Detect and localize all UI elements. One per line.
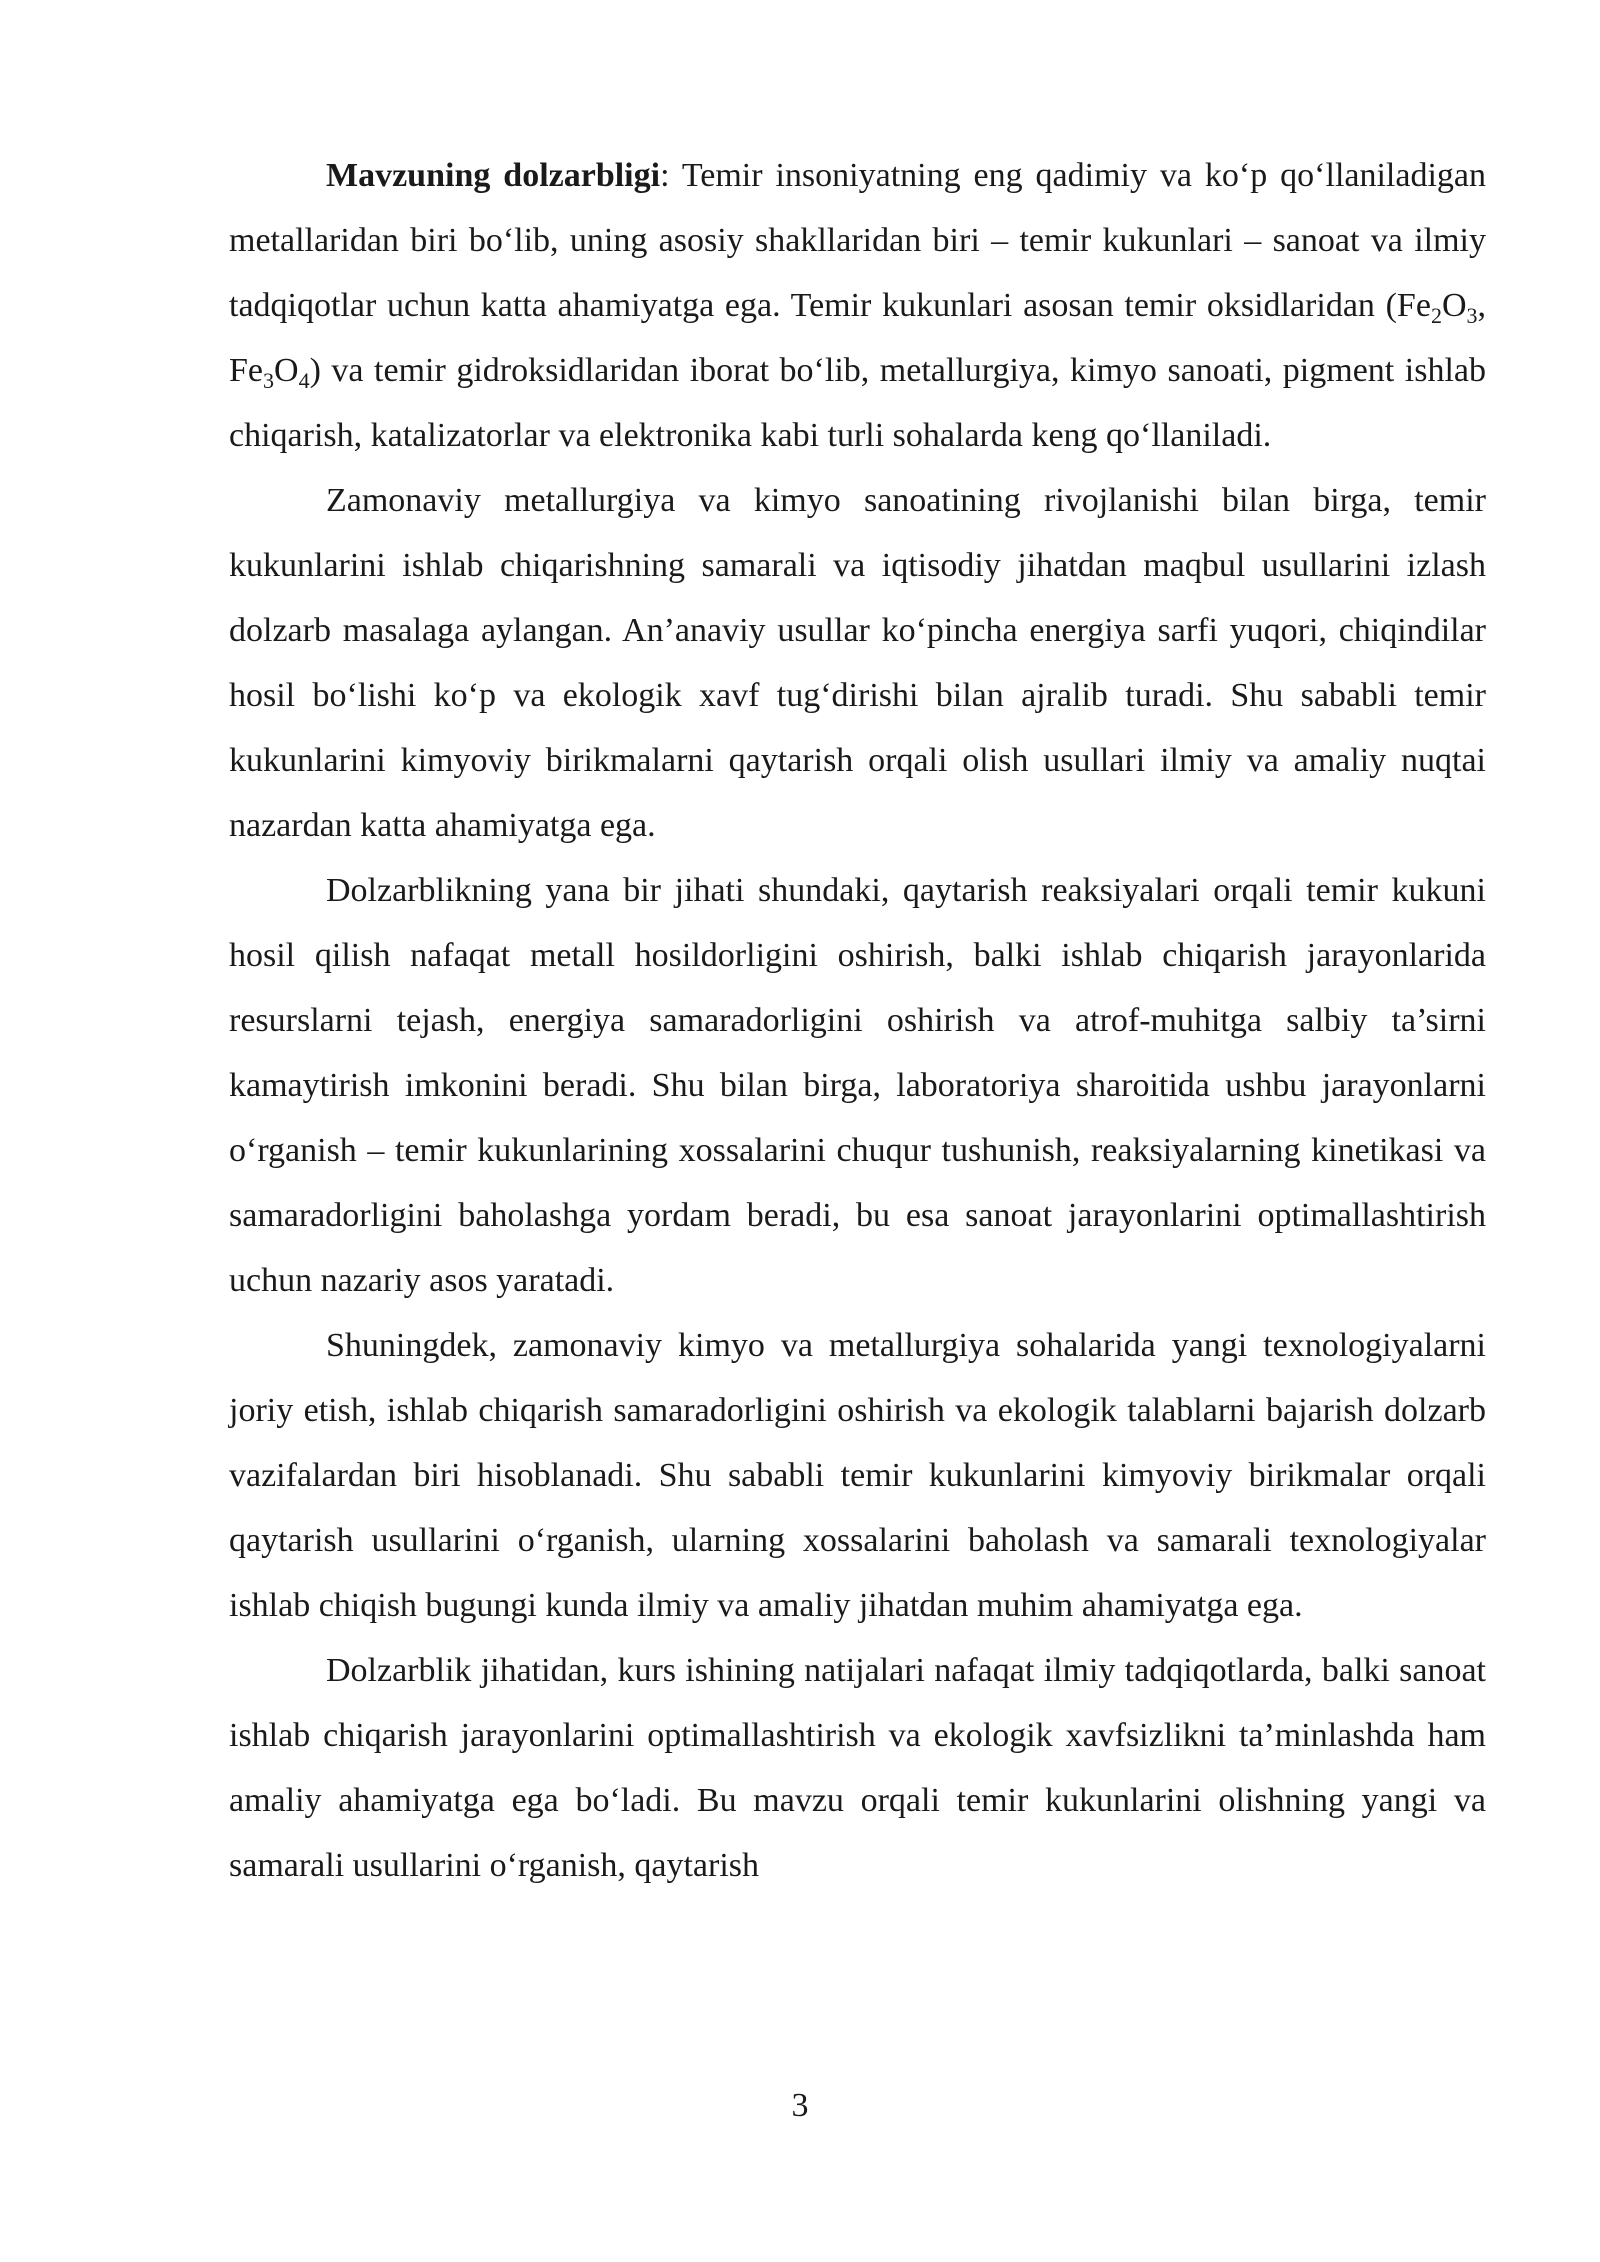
text-run: O [1441, 287, 1467, 324]
subscript-run: 3 [263, 368, 274, 393]
bold-heading-run: Mavzuning dolzarbligi [326, 157, 661, 194]
body-paragraph [229, 468, 1486, 858]
subscript-run: 2 [1430, 303, 1442, 328]
text-run: : Temir insoniyatning eng qadimiy va ko‘p qo‘llaniladigan metallaridan biri bo‘lib, uning asosiy shakllaridan biri – temir kukunlari – sanoat va ilmiy tadqiqotlar uchun katta ahamiyatga ega. Temir kukunlari asosan temir oksidlaridan (Fe [229, 157, 1486, 324]
text-run: Zamonaviy metallurgiya va kimyo sanoatining rivojlanishi bilan birga, temir kukunlarini ishlab chiqarishning samarali va iqtisodiy jihatdan maqbul usullarini izlash dolzarb masalaga aylangan. An’anaviy usullar ko‘pincha energiya sarfi yuqori, chiqindilar hosil bo‘lishi ko‘p va ekologik xavf tug‘dirishi bilan ajralib turadi. Shu sababli temir kukunlarini kimyoviy birikmalarni qaytarish orqali olish usullari ilmiy va amaliy nuqtai nazardan katta ahamiyatga ega. [229, 482, 1486, 844]
subscript-run: 3 [1466, 303, 1478, 328]
document-body [229, 143, 1486, 1898]
page-number: 3 [791, 2087, 809, 2124]
text-run: Shuningdek, zamonaviy kimyo va metallurgiya sohalarida yangi texnologiyalarni joriy etish, ishlab chiqarish samaradorligini oshirish va ekologik talablarni bajarish dolzarb vazifalardan biri hisoblanadi. Shu sababli temir kukunlarini kimyoviy birikmalar orqali qaytarish usullarini o‘rganish, ularning xossalarini baholash va samarali texnologiyalar ishlab chiqish bugungi kunda ilmiy va amaliy jihatdan muhim ahamiyatga ega. [229, 1327, 1486, 1624]
body-paragraph [229, 1638, 1486, 1898]
text-run: Dolzarblik jihatidan, kurs ishining natijalari nafaqat ilmiy tadqiqotlarda, balki sanoat ishlab chiqarish jarayonlarini optimallashtirish va ekologik xavfsizlikni ta’minlashda ham amaliy ahamiyatga ega bo‘ladi. Bu mavzu orqali temir kukunlarini olishning yangi va samarali usullarini o‘rganish, qaytarish [229, 1652, 1486, 1884]
subscript-run: 4 [298, 368, 310, 393]
text-run: Dolzarblikning yana bir jihati shundaki, qaytarish reaksiyalari orqali temir kukuni hosil qilish nafaqat metall hosildorligini oshirish, balki ishlab chiqarish jarayonlarida resurslarni tejash, energiya samaradorligini oshirish va atrof-muhitga salbiy ta’sirni kamaytirish imkonini beradi. Shu bilan birga, laboratoriya sharoitida ushbu jarayonlarni o‘rganish – temir kukunlarining xossalarini chuqur tushunish, reaksiyalarning kinetikasi va samaradorligini baholashga yordam beradi, bu esa sanoat jarayonlarini optimallashtirish uchun nazariy asos yaratadi. [229, 872, 1486, 1299]
text-run: O [274, 352, 299, 389]
body-paragraph [229, 1313, 1486, 1638]
text-run: , Fe [229, 287, 1486, 389]
body-paragraph [229, 143, 1486, 468]
text-run: ) va temir gidroksidlaridan iborat bo‘lib, metallurgiya, kimyo sanoati, pigment ishlab chiqarish, katalizatorlar va elektronika kabi turli sohalarda keng qo‘llaniladi. [229, 352, 1486, 454]
body-paragraph [229, 858, 1486, 1313]
